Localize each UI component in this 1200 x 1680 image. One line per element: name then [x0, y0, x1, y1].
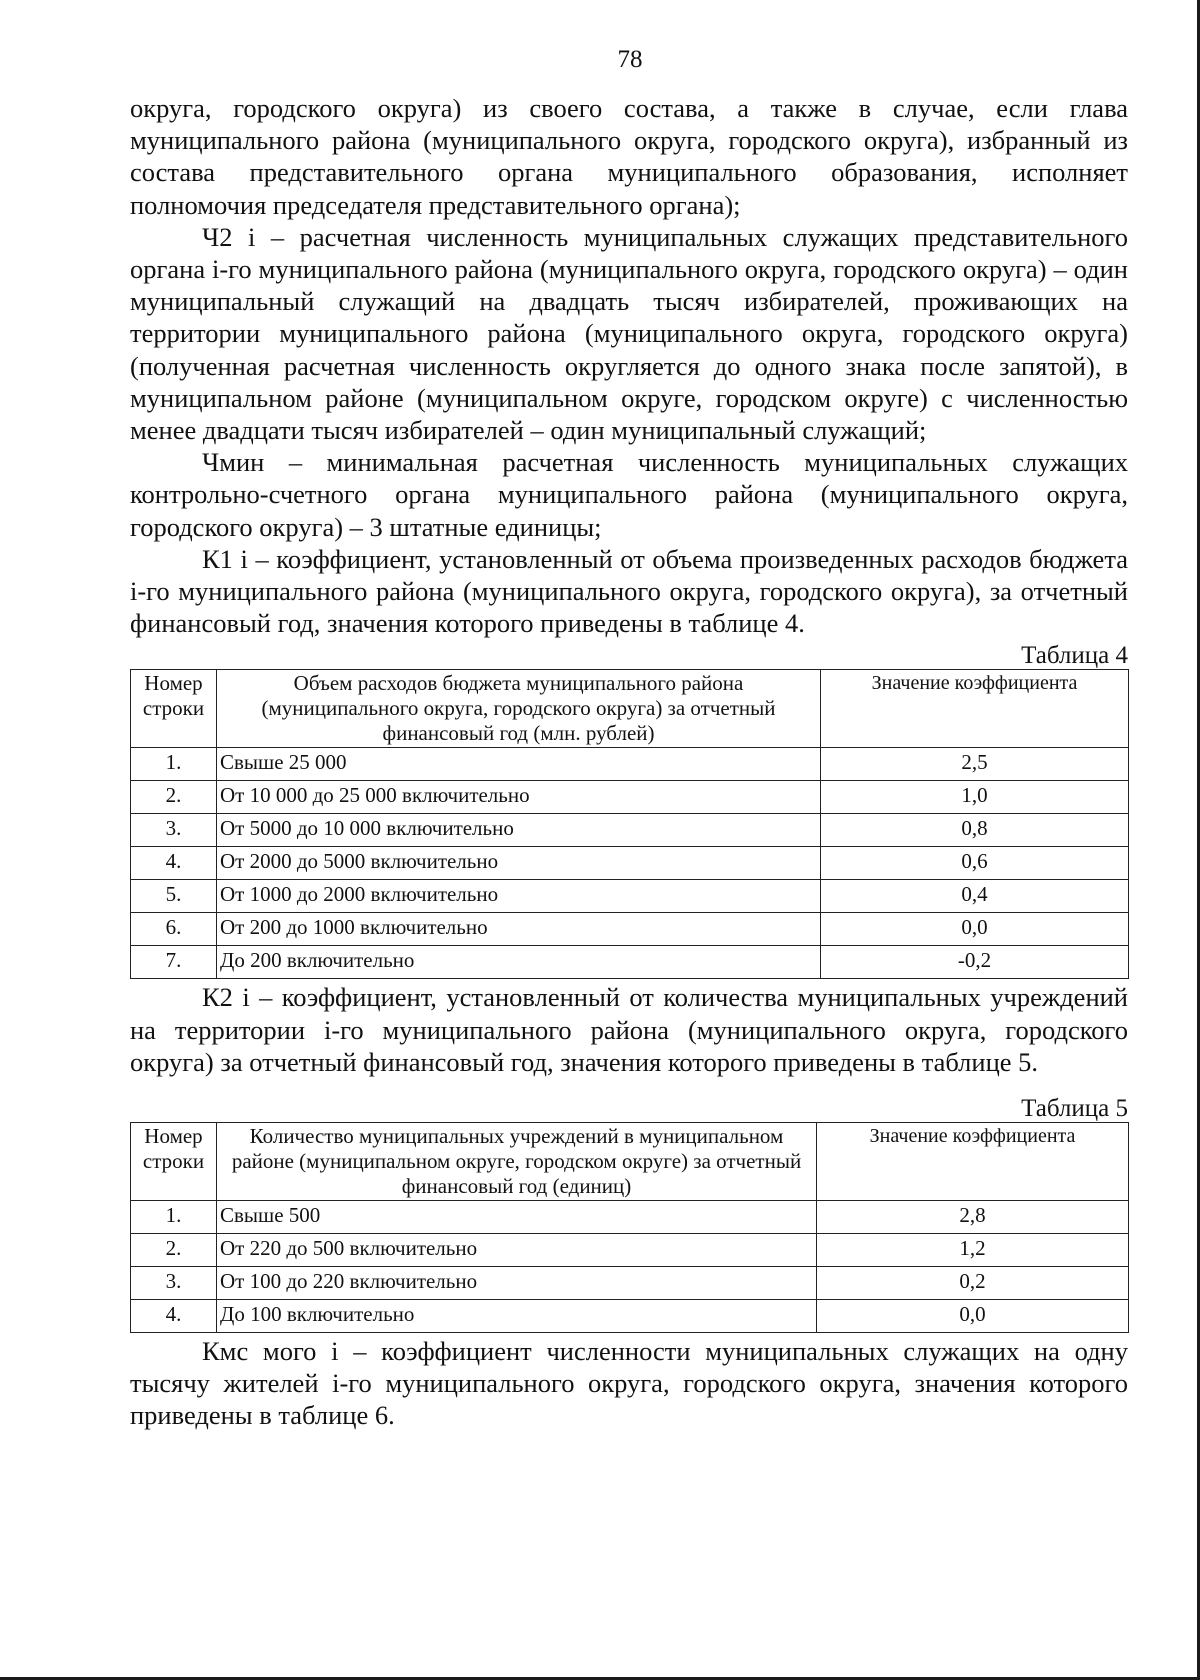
table5	[130, 1122, 1129, 1333]
table5-cell-desc: До 100 включительно	[217, 1300, 817, 1333]
table-row	[131, 748, 1129, 781]
table4-cell-value: 0,8	[821, 814, 1129, 847]
page-number: 78	[617, 46, 643, 73]
paragraph-k2: К2 i – коэффициент, установленный от количества муниципальных учреждений на территории i-го муниципального района (муниципального округа, городского округа) за отчетный финансовый год, значения которого приведены в таблице 5.	[130, 982, 1128, 1077]
table4-cell-num: 1.	[131, 748, 217, 781]
table4-cell-num: 7.	[131, 946, 217, 979]
table-row	[131, 1267, 1129, 1300]
table4-cell-desc: От 5000 до 10 000 включительно	[217, 814, 821, 847]
table4-body	[131, 748, 1129, 979]
table5-cell-desc: От 220 до 500 включительно	[217, 1234, 817, 1267]
page-content	[130, 92, 1128, 1432]
table4-cell-desc: Свыше 25 000	[217, 748, 821, 781]
table4-cell-desc: От 2000 до 5000 включительно	[217, 847, 821, 880]
table5-cell-num: 4.	[131, 1300, 217, 1333]
table4-cell-value: 0,6	[821, 847, 1129, 880]
table4-cell-value: 0,4	[821, 880, 1129, 913]
table5-cell-desc: Свыше 500	[217, 1201, 817, 1234]
table4-cell-desc: От 10 000 до 25 000 включительно	[217, 781, 821, 814]
table-row	[131, 814, 1129, 847]
paragraph-intro: округа, городского округа) из своего состава, а также в случае, если глава муниципального района (муниципального округа, городского округа), избранный из состава представительного органа муниципального образования, исполняет полномочия председателя представительного органа);	[130, 93, 1128, 220]
table5-body	[131, 1201, 1129, 1333]
table-row	[131, 847, 1129, 880]
table4-cell-num: 4.	[131, 847, 217, 880]
paragraph-ch2: Ч2 i – расчетная численность муниципальных служащих представительного органа i-го муниципального района (муниципального округа, городского округа) – один муниципальный служащий на двадцать тысяч избирателей, проживающих на территории муниципального района (муниципального округа, городского округа) (полученная расчетная численность округляется до одного знака после запятой), в муниципальном районе (муниципальном округе, городском округе) с численностью менее двадцати тысяч избирателей – один муниципальный служащий;	[130, 221, 1128, 446]
table-row	[131, 1300, 1129, 1333]
table5-cell-value: 1,2	[817, 1234, 1129, 1267]
table-row	[131, 781, 1129, 814]
table4-cell-value: -0,2	[821, 946, 1129, 979]
table-row	[131, 913, 1129, 946]
table4-cell-value: 2,5	[821, 748, 1129, 781]
table4-cell-value: 0,0	[821, 913, 1129, 946]
table4-header-desc: Объем расходов бюджета муниципального района (муниципального округа, городского округа) за отчетный финансовый год (млн. рублей)	[217, 670, 821, 748]
table-row	[131, 1234, 1129, 1267]
table4-cell-num: 3.	[131, 814, 217, 847]
table5-cell-desc: От 100 до 220 включительно	[217, 1267, 817, 1300]
table4-cell-desc: До 200 включительно	[217, 946, 821, 979]
table4-cell-num: 5.	[131, 880, 217, 913]
paragraph-chmin: Чмин – минимальная расчетная численность муниципальных служащих контрольно-счетного органа муниципального района (муниципального округа, городского округа) – 3 штатные единицы;	[130, 447, 1128, 542]
paragraph-kms: Кмс мого i – коэффициент численности муниципальных служащих на одну тысячу жителей i-го муниципального округа, городского округа, значения которого приведены в таблице 6.	[130, 1336, 1128, 1431]
table5-header-num: Номер строки	[131, 1123, 217, 1201]
table5-cell-num: 2.	[131, 1234, 217, 1267]
table4-caption: Таблица 4	[1021, 642, 1128, 670]
table4-cell-desc: От 200 до 1000 включительно	[217, 913, 821, 946]
table-row	[131, 880, 1129, 913]
table4-header-row	[131, 670, 1129, 748]
paragraph-k1: К1 i – коэффициент, установленный от объема произведенных расходов бюджета i-го муниципального района (муниципального округа, городского округа), за отчетный финансовый год, значения которого приведены в таблице 4.	[130, 543, 1128, 639]
table5-header-value: Значение коэффициента	[817, 1123, 1129, 1201]
table5-cell-value: 2,8	[817, 1201, 1129, 1234]
table5-cell-num: 3.	[131, 1267, 217, 1300]
table5-cell-num: 1.	[131, 1201, 217, 1234]
table4-header-num: Номер строки	[131, 670, 217, 748]
table5-header-desc: Количество муниципальных учреждений в муниципальном районе (муниципальном округе, городском округе) за отчетный финансовый год (единиц)	[217, 1123, 817, 1201]
table5-cell-value: 0,0	[817, 1300, 1129, 1333]
table5-cell-value: 0,2	[817, 1267, 1129, 1300]
table5-header-row	[131, 1123, 1129, 1201]
table4	[130, 669, 1129, 979]
table4-cell-num: 6.	[131, 913, 217, 946]
table4-cell-value: 1,0	[821, 781, 1129, 814]
table4-cell-num: 2.	[131, 781, 217, 814]
table5-caption: Таблица 5	[1021, 1095, 1128, 1123]
table-row	[131, 1201, 1129, 1234]
table4-cell-desc: От 1000 до 2000 включительно	[217, 880, 821, 913]
table4-header-value: Значение коэффициента	[821, 670, 1129, 748]
table-row	[131, 946, 1129, 979]
